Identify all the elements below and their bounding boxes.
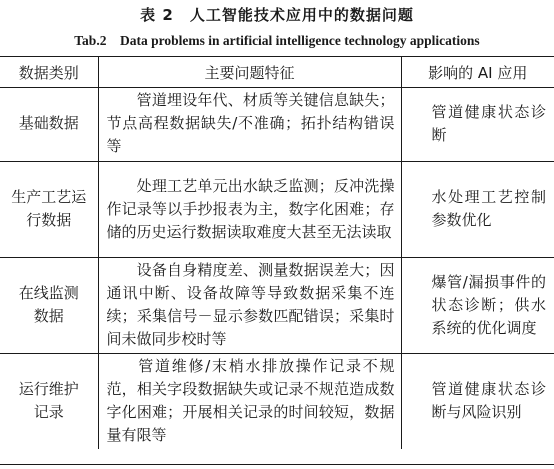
row-application: 管道健康状态诊断与风险识别 <box>401 353 554 449</box>
data-problems-table <box>0 57 554 449</box>
row-issue <box>98 353 401 449</box>
header-issue: 主要问题特征 <box>98 57 401 87</box>
table-row <box>0 353 554 449</box>
row-application: 水处理工艺控制参数优化 <box>401 161 554 257</box>
row-issue <box>98 161 401 257</box>
table-header-row <box>0 57 554 87</box>
header-application: 影响的 AI 应用 <box>428 63 528 82</box>
table-caption-en: Tab.2 Data problems in artificial intelligence technology applications <box>74 33 480 48</box>
row-issue-text: 设备自身精度差、测量数据误差大；因通讯中断、设备故障等导致数据采集不连续；采集信号－显示参数匹配错误；采集时间未做同步校时等 <box>106 261 395 348</box>
table-bottom-rule <box>0 464 554 465</box>
row-issue-text: 管道埋设年代、材质等关键信息缺失；节点高程数据缺失/不准确；拓扑结构错误等 <box>106 91 395 156</box>
row-category: 基础数据 <box>0 87 98 161</box>
header-category: 数据类别 <box>0 57 98 87</box>
row-issue <box>98 87 401 161</box>
row-application: 爆管/漏损事件的状态诊断；供水系统的优化调度 <box>401 257 554 353</box>
row-category: 生产工艺运行数据 <box>0 161 98 257</box>
row-application: 管道健康状态诊断 <box>431 102 546 144</box>
table-row <box>0 161 554 257</box>
table-caption-zh: 表 2 人工智能技术应用中的数据问题 <box>140 6 414 24</box>
row-category: 运行维护记录 <box>0 353 98 449</box>
table-row <box>0 87 554 161</box>
table-row <box>0 257 554 353</box>
row-category: 在线监测数据 <box>0 257 98 353</box>
row-issue-text: 处理工艺单元出水缺乏监测；反冲洗操作记录等以手抄报表为主，数字化困难；存储的历史运行数据读取难度大甚至无法读取 <box>106 176 395 241</box>
row-issue-text: 管道维修/末梢水排放操作记录不规范，相关字段数据缺失或记录不规范造成数字化困难；开展相关记录的时间较短，数据量有限等 <box>106 357 395 445</box>
row-issue <box>98 257 401 353</box>
